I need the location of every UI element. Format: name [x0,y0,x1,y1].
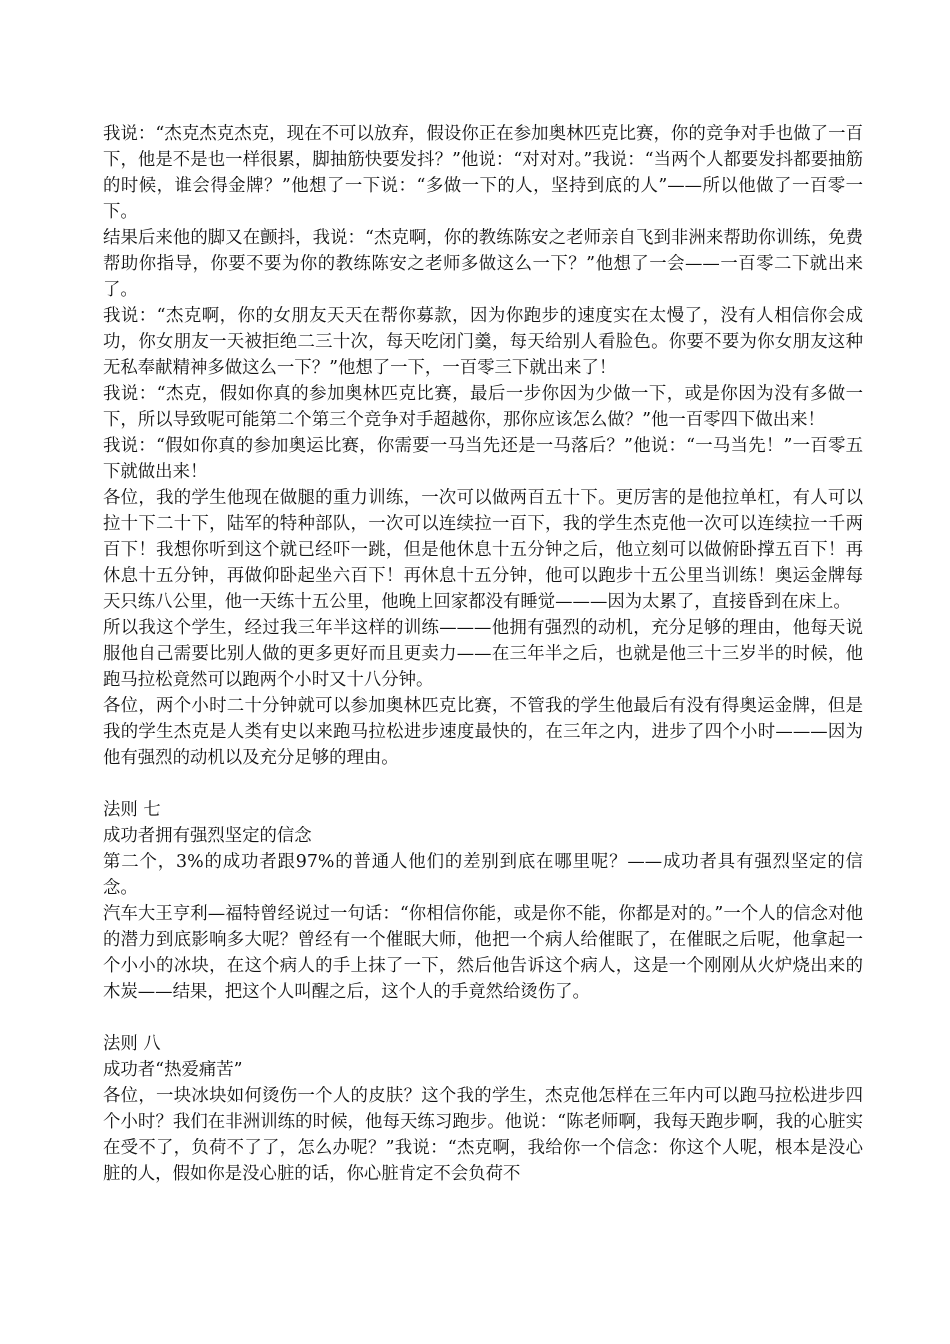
paragraph-2: 结果后来他的脚又在颤抖，我说：“杰克啊，你的教练陈安之老师亲自飞到非洲来帮助你训练，免费帮助你指导，你要不要为你的教练陈安之老师多做这么一下？”他想了一会——一百零二下就出来了。 [103,228,863,300]
section-8-subtitle: 成功者“热爱痛苦” [103,1060,243,1080]
section-7-paragraph-2: 汽车大王亨利—福特曾经说过一句话：“你相信你能，或是你不能，你都是对的。”一个人的信念对他的潜力到底影响多大呢？曾经有一个催眠大师，他把一个病人给催眠了，在催眠之后呢，他拿起一个小小的冰块，在这个病人的手上抹了一下，然后他告诉这个病人，这是一个刚刚从火炉烧出来的木炭——结果，把这个人叫醒之后，这个人的手竟然给烫伤了。 [103,904,863,1002]
paragraph-1: 我说：“杰克杰克杰克，现在不可以放弃，假设你正在参加奥林匹克比赛，你的竞争对手也做了一百下，他是不是也一样很累，脚抽筋快要发抖？”他说：“对对对。”我说：“当两个人都要发抖都要抽筋的时候，谁会得金牌？”他想了一下说：“多做一下的人，坚持到底的人”——所以他做了一百零一下。 [103,124,863,222]
section-spacer [103,771,863,797]
section-8-paragraph-1: 各位，一块冰块如何烫伤一个人的皮肤？这个我的学生，杰克他怎样在三年内可以跑马拉松进步四个小时？我们在非洲训练的时候，他每天练习跑步。他说：“陈老师啊，我每天跑步啊，我的心脏实在受不了，负荷不了了，怎么办呢？”我说：“杰克啊，我给你一个信念：你这个人呢，根本是没心脏的人，假如你是没心脏的话，你心脏肯定不会负荷不 [103,1086,863,1184]
section-spacer [103,1005,863,1031]
paragraph-8: 各位，两个小时二十分钟就可以参加奥林匹克比赛，不管我的学生他最后有没有得奥运金牌，但是我的学生杰克是人类有史以来跑马拉松进步速度最快的，在三年之内，进步了四个小时———因为他有强烈的动机以及充分足够的理由。 [103,696,863,768]
section-7-paragraph-1: 第二个，3%的成功者跟97%的普通人他们的差别到底在哪里呢？——成功者具有强烈坚定的信念。 [103,852,863,898]
section-7-heading: 法则 七 [103,800,161,820]
paragraph-3: 我说：“杰克啊，你的女朋友天天在帮你募款，因为你跑步的速度实在太慢了，没有人相信你会成功，你女朋友一天被拒绝二三十次，每天吃闭门羹，每天给别人看脸色。你要不要为你女朋友这种无私奉献精神多做这么一下？”他想了一下，一百零三下就出来了！ [103,306,863,378]
paragraph-7: 所以我这个学生，经过我三年半这样的训练———他拥有强烈的动机，充分足够的理由，他每天说服他自己需要比别人做的更多更好而且更卖力——在三年半之后，也就是他三十三岁半的时候，他跑马拉松竟然可以跑两个小时又十八分钟。 [103,618,863,690]
paragraph-5: 我说：“假如你真的参加奥运比赛，你需要一马当先还是一马落后？”他说：“一马当先！”一百零五下就做出来！ [103,436,863,482]
document-page [103,121,863,1187]
section-8-heading: 法则 八 [103,1034,161,1054]
section-7-subtitle: 成功者拥有强烈坚定的信念 [103,826,312,846]
paragraph-4: 我说：“杰克，假如你真的参加奥林匹克比赛，最后一步你因为少做一下，或是你因为没有多做一下，所以导致呢可能第二个第三个竞争对手超越你，那你应该怎么做？”他一百零四下做出来！ [103,384,863,430]
paragraph-6: 各位，我的学生他现在做腿的重力训练，一次可以做两百五十下。更厉害的是他拉单杠，有人可以拉十下二十下，陆军的特种部队，一次可以连续拉一百下，我的学生杰克他一次可以连续拉一千两百下！我想你听到这个就已经吓一跳，但是他休息十五分钟之后，他立刻可以做俯卧撑五百下！再休息十五分钟，再做仰卧起坐六百下！再休息十五分钟，他可以跑步十五公里当训练！奥运金牌每天只练八公里，他一天练十五公里，他晚上回家都没有睡觉———因为太累了，直接昏到在床上。 [103,488,863,612]
